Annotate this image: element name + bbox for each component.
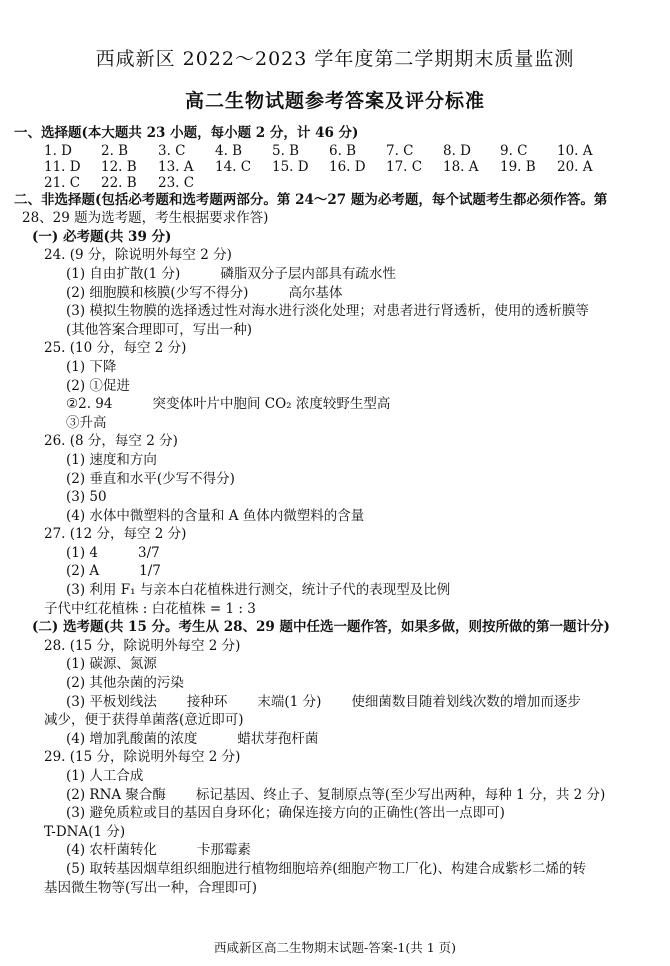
answer-text: 接种环 [186, 693, 228, 710]
q26-answer-1: (1) 速度和方向 [66, 451, 157, 468]
answer-text: (2) 细胞膜和核膜(少写不得分) [66, 284, 249, 301]
answer-text: (4) 增加乳酸菌的浓度 [66, 730, 198, 747]
q25-answer-2d: ③升高 [66, 414, 107, 431]
mc-answer: 12. B [101, 158, 137, 175]
mc-answer: 16. D [329, 158, 366, 175]
q29-answer-5: (5) 取转基因烟草组织细胞进行植物细胞培养(细胞产物工厂化)、构建合成紫杉二烯的转 [66, 860, 586, 877]
answer-text: 突变体叶片中胞间 CO₂ 浓度较野生型高 [152, 396, 391, 413]
mc-answer: 18. A [443, 158, 479, 175]
mc-answer: 10. A [557, 142, 593, 159]
mc-answer: 7. C [386, 142, 414, 159]
q28-answer-2: (2) 其他杂菌的污染 [66, 675, 184, 692]
q25-answer-1: (1) 下降 [66, 358, 117, 375]
q27-answer-3-cont: 子代中红花植株 : 白花植株 = 1 : 3 [44, 600, 256, 617]
answer-text: 高尔基体 [288, 284, 343, 301]
mc-answer: 13. A [158, 158, 194, 175]
answer-text: 末端(1 分) [257, 693, 322, 710]
q25-answer-2b [14, 395, 660, 414]
document-subtitle: 高二生物试题参考答案及评分标准 [184, 90, 485, 112]
q27-answer-3: (3) 利用 F₁ 与亲本白花植株进行测交，统计子代的表现型及比例 [66, 582, 451, 599]
answer-text: (1) 自由扩散(1 分) [66, 265, 181, 282]
q26-header: 26. (8 分，每空 2 分) [44, 433, 178, 450]
q26-answer-4: (4) 水体中微塑料的含量和 A 鱼体内微塑料的含量 [66, 507, 365, 524]
mc-answer: 6. B [329, 142, 357, 159]
q27-answer-2 [14, 562, 660, 581]
q25-answer-2: (2) ①促进 [66, 377, 130, 394]
q27-header: 27. (12 分，每空 2 分) [44, 526, 187, 543]
answer-text: 标记基因、终止子、复制原点等(至少写出两种，每种 1 分，共 2 分) [195, 786, 606, 803]
mc-answer: 11. D [44, 158, 81, 175]
non-mc-section-title-cont: 28、29 题为选考题，考生根据要求作答) [22, 210, 269, 227]
document-title: 西咸新区 2022～2023 学年度第二学期期末质量监测 [95, 48, 575, 70]
q28-answer-3 [14, 693, 660, 712]
q24-header: 24. (9 分，除说明外每空 2 分) [44, 247, 232, 264]
q28-answer-4 [14, 730, 660, 749]
answer-text: (4) 农杆菌转化 [66, 842, 157, 859]
answer-text: (2) RNA 聚合酶 [66, 786, 166, 803]
answer-text: 1/7 [139, 563, 161, 580]
required-part-title: (一) 必考题(共 39 分) [32, 228, 172, 245]
answer-text: 卡那霉素 [196, 842, 251, 859]
q26-answer-3: (3) 50 [66, 489, 107, 506]
mc-answer: 19. B [500, 158, 536, 175]
mc-answer: 22. B [101, 174, 137, 191]
page-footer: 西咸新区高二生物期末试题-答案-1(共 1 页) [213, 940, 457, 955]
elective-part-title: (二) 选考题(共 15 分。考生从 28、29 题中任选一题作答，如果多做，则按所做的第一题计分) [32, 619, 610, 636]
mc-answer: 8. D [443, 142, 471, 159]
mc-answer: 2. B [101, 142, 129, 159]
answer-text: ②2. 94 [66, 396, 113, 413]
q24-answer-1 [14, 265, 660, 284]
q29-answer-5-cont: 基因微生物等(写出一种，合理即可) [44, 879, 258, 896]
answer-text: (2) A [66, 563, 100, 580]
answer-text: 磷脂双分子层内部具有疏水性 [220, 265, 396, 282]
mc-answer: 1. D [44, 142, 72, 159]
q29-answer-1: (1) 人工合成 [66, 768, 144, 784]
answer-content [14, 124, 660, 897]
mc-answer-row-2 [14, 159, 660, 175]
q28-header: 28. (15 分，除说明外每空 2 分) [44, 637, 241, 654]
mc-section-title: 一、选择题(本大题共 23 小题，每小题 2 分，计 46 分) [14, 125, 359, 141]
non-mc-section-title: 二、非选择题(包括必考题和选考题两部分。第 24～27 题为必考题，每个试题考生都必须作答。第 [14, 191, 608, 208]
answer-text: 蜡状芽孢杆菌 [237, 730, 319, 747]
mc-answer: 3. C [158, 142, 186, 159]
q25-header: 25. (10 分，每空 2 分) [44, 340, 187, 357]
mc-answer: 21. C [44, 174, 81, 191]
q24-answer-3: (3) 模拟生物膜的选择透过性对海水进行淡化处理；对患者进行肾透析，使用的透析膜等 [66, 303, 589, 320]
answer-text: (1) 4 [66, 544, 99, 561]
mc-answer: 14. C [215, 158, 252, 175]
q29-answer-3: (3) 避免质粒或目的基因自身环化；确保连接方向的正确性(答出一点即可) [66, 805, 505, 822]
mc-answer: 9. C [500, 142, 528, 159]
mc-answer: 20. A [557, 158, 593, 175]
q29-answer-4 [14, 841, 660, 860]
mc-answer: 15. D [272, 158, 309, 175]
answer-text: (3) 平板划线法 [66, 693, 157, 710]
q28-answer-3-cont: 减少，便于获得单菌落(意近即可) [44, 712, 244, 729]
mc-answer: 17. C [386, 158, 423, 175]
mc-answer: 5. B [272, 142, 300, 159]
answer-text: 使细菌数目随着划线次数的增加而逐步 [351, 693, 581, 710]
mc-answer: 4. B [215, 142, 243, 159]
mc-answer-row-3 [14, 175, 660, 191]
q24-answer-2 [14, 284, 660, 303]
q24-answer-3-cont: (其他答案合理即可，写出一种) [66, 321, 253, 338]
q27-answer-1 [14, 544, 660, 563]
q28-answer-1: (1) 碳源、氮源 [66, 656, 157, 673]
q29-answer-2 [14, 786, 660, 805]
mc-answer: 23. C [158, 174, 195, 191]
q29-answer-3-cont: T-DNA(1 分) [44, 823, 126, 840]
q29-header: 29. (15 分，除说明外每空 2 分) [44, 749, 241, 766]
answer-text: 3/7 [138, 544, 160, 561]
q26-answer-2: (2) 垂直和水平(少写不得分) [66, 470, 235, 487]
mc-answer-row-1 [14, 143, 660, 159]
